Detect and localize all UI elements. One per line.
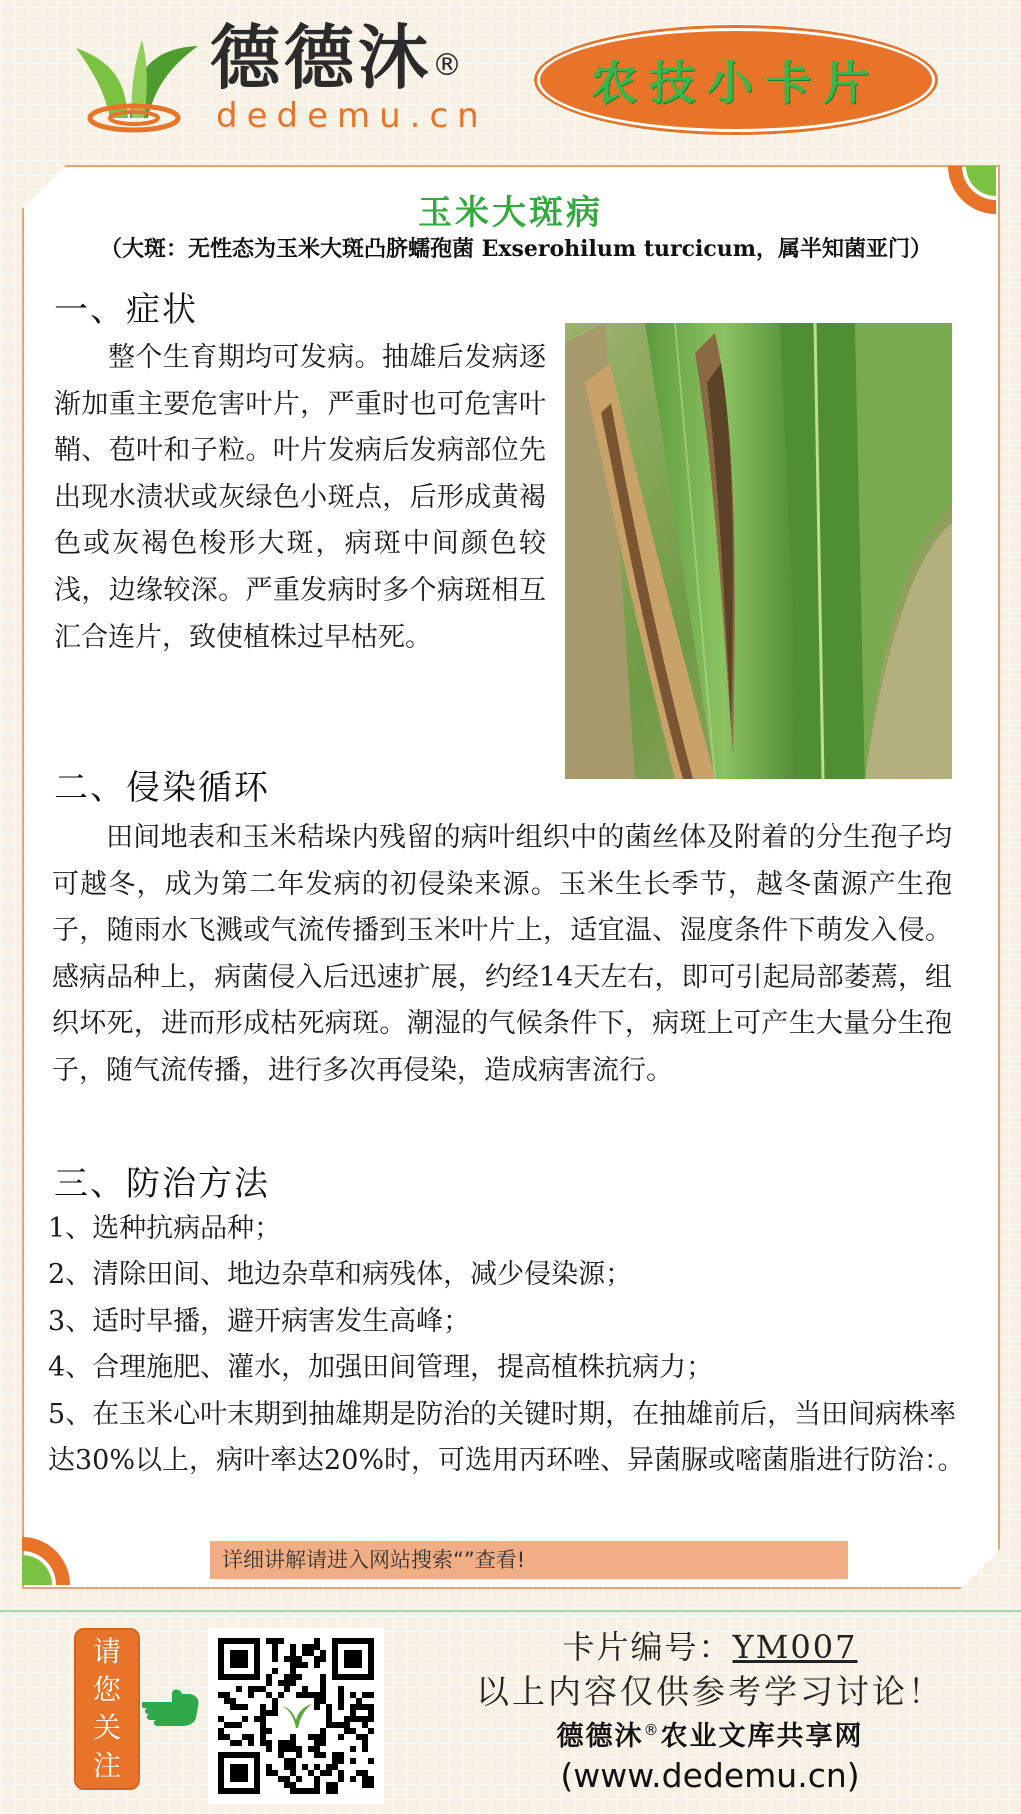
pointing-hand-icon <box>142 1680 202 1730</box>
badge-label: 农技小卡片 <box>537 28 935 132</box>
brand-block <box>210 18 488 136</box>
disease-subtitle: （大斑：无性态为玉米大斑凸脐蠕孢菌 Exserohilum turcicum，属半知菌亚门） <box>99 236 932 262</box>
qr-code[interactable] <box>208 1628 384 1804</box>
site-url[interactable]: (www.dedemu.cn) <box>560 1756 860 1795</box>
section-heading-infection-cycle: 二、侵染循环 <box>54 768 270 808</box>
share-site-name: 德德沐®农业文库共享网 <box>556 1721 864 1752</box>
corner-decoration-bottom-left <box>22 1537 70 1585</box>
footer-divider <box>0 1610 1021 1612</box>
registered-mark: ® <box>432 48 466 83</box>
card-type-badge <box>533 24 939 136</box>
follow-label <box>74 1628 140 1790</box>
card-number-line <box>430 1622 990 1668</box>
search-hint-banner: 详细讲解请进入网站搜索“”查看! <box>210 1541 848 1579</box>
follow-char: 关 <box>92 1711 121 1744</box>
sprout-logo-icon <box>58 18 208 138</box>
brand-name: 德德沐® <box>210 17 466 99</box>
card-number-label: 卡片编号： <box>562 1628 733 1666</box>
diseased-corn-leaf-photo <box>565 323 952 779</box>
section-heading-symptoms: 一、症状 <box>54 290 198 330</box>
disease-title: 玉米大斑病 <box>418 193 603 233</box>
follow-char: 请 <box>92 1635 121 1668</box>
list-item: 5、在玉米心叶末期到抽雄期是防治的关键时期，在抽雄前后，当田间病株率达30%以上，病叶率达20%时，可选用丙环唑、异菌脲或嘧菌脂进行防治：。 <box>48 1398 965 1477</box>
brand-url: dedemu.cn <box>216 96 488 136</box>
follow-char: 您 <box>92 1673 121 1706</box>
control-methods-list <box>48 1206 968 1484</box>
disclaimer: 以上内容仅供参考学习讨论！ <box>476 1672 944 1711</box>
list-item: 3、适时早播，避开病害发生高峰； <box>48 1305 471 1337</box>
card-number: YM007 <box>732 1628 858 1666</box>
list-item: 1、选种抗病品种； <box>48 1213 282 1244</box>
symptoms-text: 整个生育期均可发病。抽雄后发病逐渐加重主要危害叶片，严重时也可危害叶鞘、苞叶和子粒。叶片发病后发病部位先出现水渍状或灰绿色小斑点，后形成黄褐色或灰褐色梭形大斑，病斑中间颜色较浅，边缘较深。严重发病时多个病斑相互汇合连片，致使植株过早枯死。 <box>54 342 546 653</box>
list-item: 2、清除田间、地边杂草和病残体，减少侵染源； <box>48 1259 633 1291</box>
follow-char: 注 <box>92 1749 121 1782</box>
list-item: 4、合理施肥、灌水，加强田间管理，提高植株抗病力； <box>48 1352 714 1384</box>
infection-cycle-text: 田间地表和玉米秸垛内残留的病叶组织中的菌丝体及附着的分生孢子均可越冬，成为第二年发病的初侵染来源。玉米生长季节，越冬菌源产生孢子，随雨水飞溅或气流传播到玉米叶片上，适宜温、湿度条件下萌发入侵。感病品种上，病菌侵入后迅速扩展，约经14天左右，即可引起局部萎蔫，组织坏死，进而形成枯死病斑。潮湿的气候条件下，病斑上可产生大量分生孢子，随气流传播，进行多次再侵染，造成病害流行。 <box>52 822 952 1086</box>
section-heading-control-methods: 三、防治方法 <box>54 1164 270 1204</box>
